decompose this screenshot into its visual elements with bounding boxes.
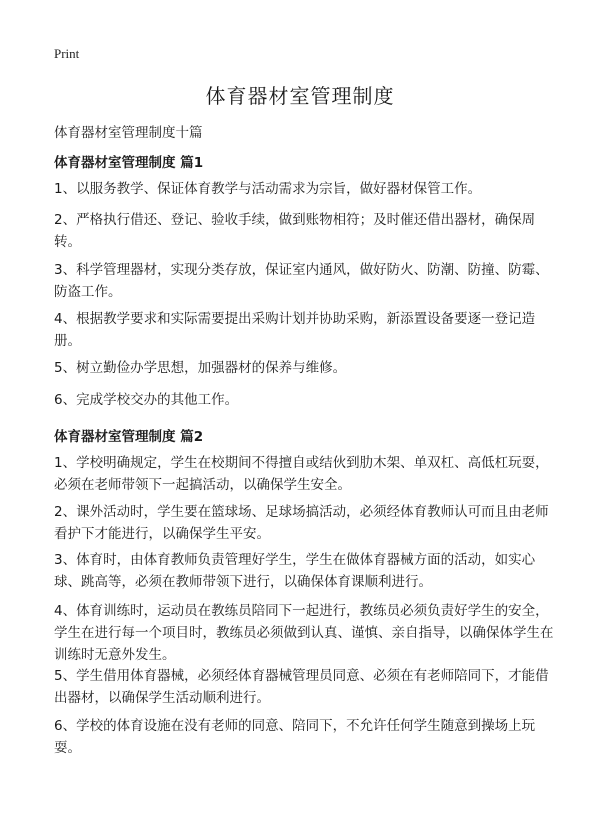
document-subtitle: 体育器材室管理制度十篇: [54, 125, 203, 141]
paragraph: 4、体育训练时，运动员在教练员陪同下一起进行，教练员必须负责好学生的安全，学生在进行每一个项目时，教练员必须做到认真、谨慎、亲自指导，以确保体学生在训练时无意外发生。: [54, 603, 554, 663]
paragraph: 2、课外活动时，学生要在篮球场、足球场搞活动，必须经体育教师认可而且由老师看护下才能进行，以确保学生平安。: [54, 504, 549, 542]
paragraph: 4、根据教学要求和实际需要提出采购计划并协助采购，新添置设备要逐一登记造册。: [54, 311, 536, 349]
paragraph: 3、科学管理器材，实现分类存放，保证室内通风，做好防火、防潮、防撞、防霉、防盗工作。: [54, 262, 549, 300]
paragraph: 5、树立勤俭办学思想，加强器材的保养与维修。: [54, 360, 347, 376]
paragraph: 1、以服务教学、保证体育教学与活动需求为宗旨，做好器材保管工作。: [54, 181, 482, 197]
paragraph: 6、完成学校交办的其他工作。: [54, 392, 239, 408]
paragraph: 1、学校明确规定，学生在校期间不得擅自或结伙到肋木架、单双杠、高低杠玩耍，必须在老师带领下一起搞活动，以确保学生安全。: [54, 455, 549, 493]
section-heading: 体育器材室管理制度 篇2: [54, 429, 204, 445]
paragraph: 5、学生借用体育器械，必须经体育器械管理员同意、必须在有老师陪同下，才能借出器材，以确保学生活动顺利进行。: [54, 668, 549, 706]
paragraph: 2、严格执行借还、登记、验收手续，做到账物相符；及时催还借出器材，确保周转。: [54, 212, 536, 250]
paragraph: 3、体育时，由体育教师负责管理好学生，学生在做体育器械方面的活动，如实心球、跳高等，必须在教师带领下进行，以确保体育课顺利进行。: [54, 552, 536, 590]
print-label: Print: [54, 46, 80, 61]
section-heading: 体育器材室管理制度 篇1: [54, 155, 204, 171]
document-title: 体育器材室管理制度: [205, 84, 395, 108]
paragraph: 6、学校的体育设施在没有老师的同意、陪同下，不允许任何学生随意到操场上玩耍。: [54, 718, 536, 756]
